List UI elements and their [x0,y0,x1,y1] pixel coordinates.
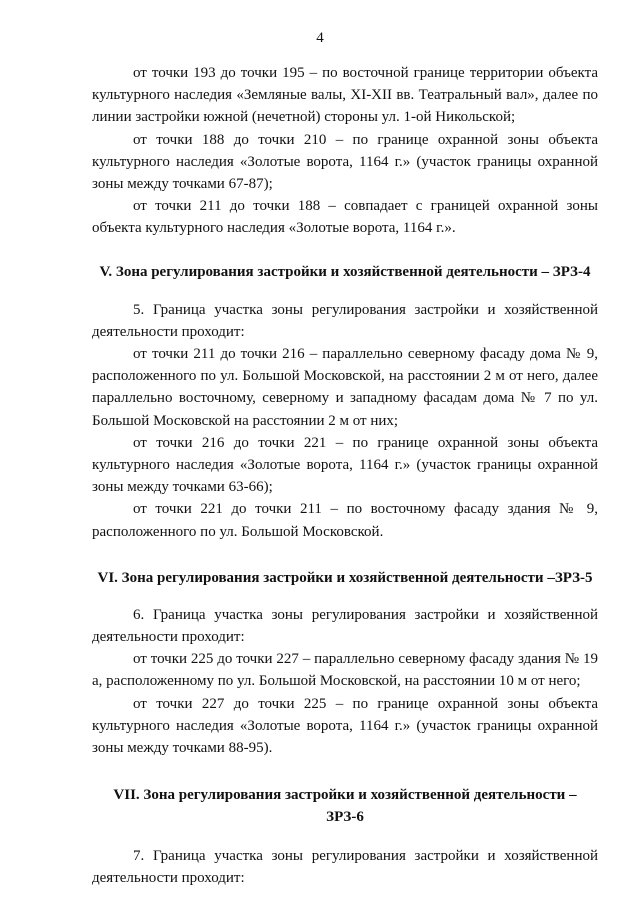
boundary-segment-193-195: от точки 193 до точки 195 – по восточной границе территории объекта культурного наследия «Земляные валы, XI-XII вв. Театральный вал», далее по линии застройки южной (нечетной) стороны ул. 1-ой Никольской; [92,65,598,126]
boundary-segment-216-221: от точки 216 до точки 221 – по границе охранной зоны объекта культурного наследия «Золотые ворота, 1164 г.» (участок границы охранной зоны между точками 63-66); [92,434,598,496]
section-heading-zrz-4: V. Зона регулирования застройки и хозяйственной деятельности – ЗРЗ-4 [99,263,591,280]
boundary-segment-225-227: от точки 225 до точки 227 – параллельно северному фасаду здания № 19 а, расположенному по ул. Большой Московской, на расстоянии 10 м от него; [92,651,598,690]
boundary-segment-221-211: от точки 221 до точки 211 – по восточному фасаду здания № 9, расположенного по ул. Большой Московской. [92,501,598,540]
boundary-segment-227-225: от точки 227 до точки 225 – по границе охранной зоны объекта культурного наследия «Золотые ворота, 1164 г.» (участок границы охранной зоны между точками 88-95). [92,695,598,757]
clause-7-intro: 7. Граница участка зоны регулирования застройки и хозяйственной деятельности проходит: [92,848,598,887]
page-number: 4 [316,30,324,46]
document-body [92,62,598,890]
clause-5-intro: 5. Граница участка зоны регулирования застройки и хозяйственной деятельности проходит: [92,301,598,340]
boundary-segment-188-210: от точки 188 до точки 210 – по границе охранной зоны объекта культурного наследия «Золотые ворота, 1164 г.» (участок границы охранной зоны между точками 67-87); [92,131,598,193]
boundary-segment-211-216: от точки 211 до точки 216 – параллельно северному фасаду дома № 9, расположенного по ул. Большой Московской, на расстоянии 2 м от него, далее параллельно восточному, северному и западному фасадам дома № 7 по ул. Большой Московской на расстоянии 2 м от них; [92,346,598,429]
section-heading-zrz-6: VII. Зона регулирования застройки и хозяйственной деятельности – ЗРЗ-6 [113,787,577,826]
section-heading-zrz-5: VI. Зона регулирования застройки и хозяйственной деятельности –ЗРЗ-5 [97,569,593,586]
boundary-segment-211-188: от точки 211 до точки 188 – совпадает с границей охранной зоны объекта культурного наследия «Золотые ворота, 1164 г.». [92,198,598,237]
clause-6-intro: 6. Граница участка зоны регулирования застройки и хозяйственной деятельности проходит: [92,606,598,646]
